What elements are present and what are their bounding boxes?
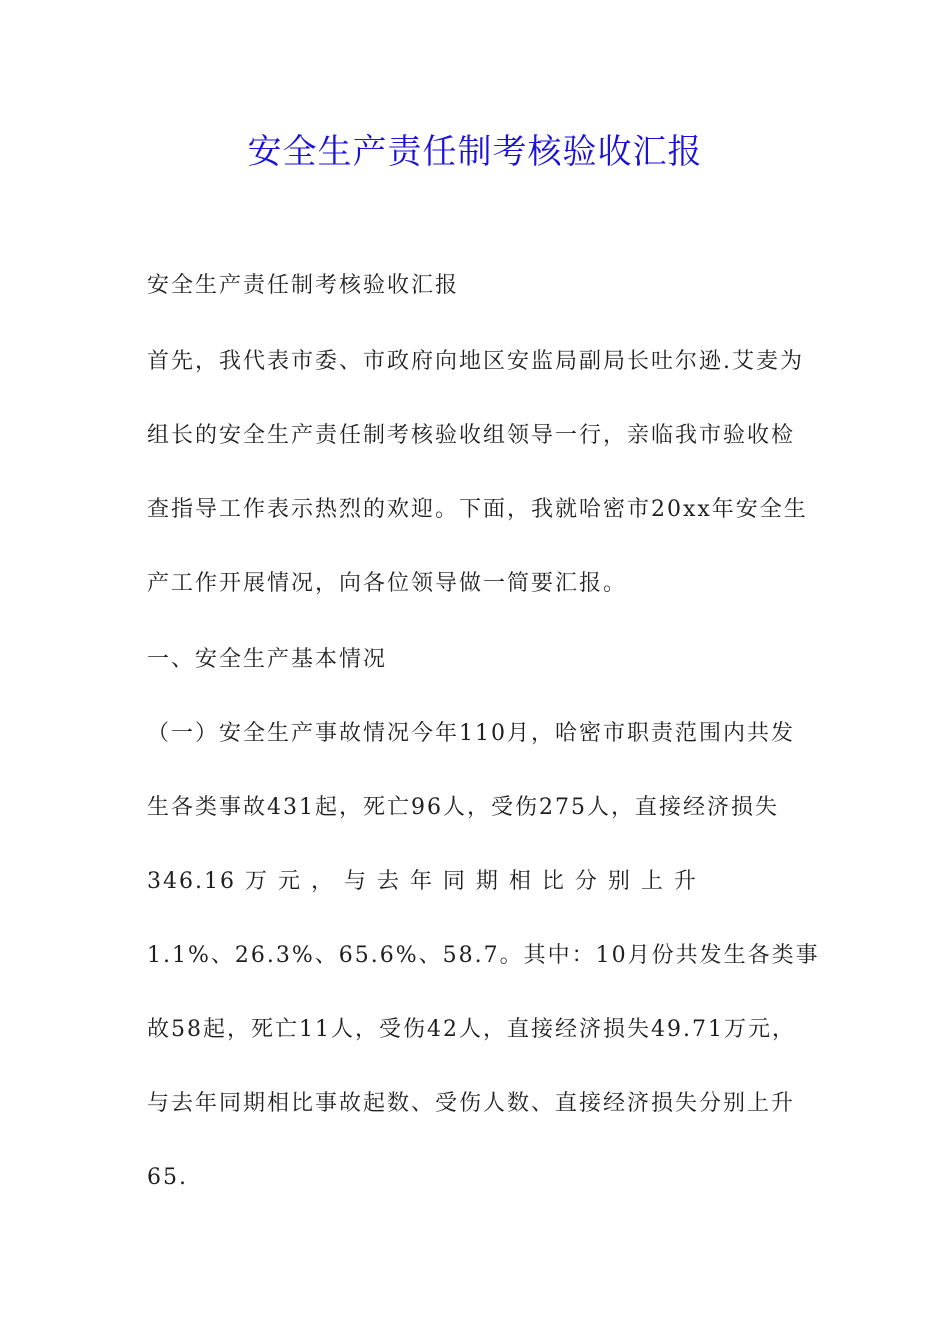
detail-line: 与去年同期相比事故起数、受伤人数、直接经济损失分别上升 (147, 1091, 796, 1116)
intro-paragraph (147, 325, 807, 621)
intro-line: 首先，我代表市委、市政府向地区安监局副局长吐尔逊.艾麦为 (147, 349, 804, 374)
intro-line: 组长的安全生产责任制考核验收组领导一行，亲临我市验收检 (147, 423, 796, 448)
detail-line: 65. (147, 1165, 188, 1190)
detail-line: 1.1%、26.3%、65.6%、58.7。其中：10月份共发生各类事 (147, 943, 820, 968)
detail-line: 故58起，死亡11人，受伤42人，直接经济损失49.71万元， (147, 1017, 796, 1042)
section-heading: 一、安全生产基本情况 (147, 647, 388, 672)
detail-line: 346.16 万 元 ， 与 去 年 同 期 相 比 分 别 上 升 (147, 869, 698, 894)
detail-paragraph (147, 697, 820, 1215)
intro-line: 产工作开展情况，向各位领导做一简要汇报。 (147, 571, 628, 596)
document-title: 安全生产责任制考核验收汇报 (247, 132, 703, 172)
detail-line: （一）安全生产事故情况今年110月，哈密市职责范围内共发 (147, 721, 795, 746)
document-subtitle: 安全生产责任制考核验收汇报 (147, 273, 460, 298)
detail-line: 生各类事故431起，死亡96人，受伤275人，直接经济损失 (147, 795, 779, 820)
intro-line: 查指导工作表示热烈的欢迎。下面，我就哈密市20xx年安全生 (147, 497, 808, 522)
